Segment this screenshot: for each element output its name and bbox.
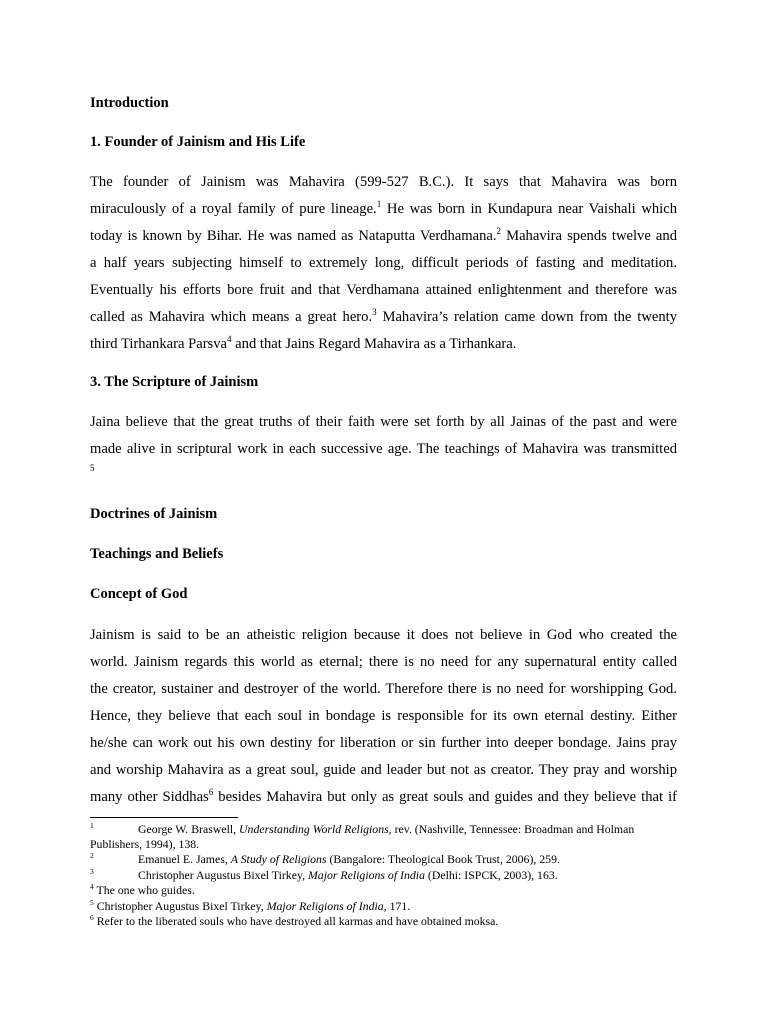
paragraph-founder-line: called as Mahavira which means a great hero.$^3$ Mahavira’s relation came down from the twenty — [90, 307, 677, 325]
paragraph-founder-line: a half years subjecting himself to extremely long, difficult periods of fasting and meditation. — [90, 255, 677, 271]
footnote-5: $^5$ Christopher Augustus Bixel Tirkey, Major Religions of India, 171. — [90, 898, 411, 913]
paragraph-god-line: Hence, they believe that each soul in bondage is responsible for its own eternal destiny. Either — [90, 708, 677, 724]
paragraph-founder-line: miraculously of a royal family of pure lineage.$^1$ He was born in Kundapura near Vaishali which — [90, 199, 677, 217]
footnote-4: $^4$ The one who guides. — [90, 882, 195, 897]
footnote-2: $^2$ Emanuel E. James, A Study of Religions (Bangalore: Theological Book Trust, 2006), 259. — [90, 851, 560, 866]
footnote-ref: 6 — [208, 787, 214, 798]
paragraph-god-line: Jainism is said to be an atheistic religion because it does not believe in God who created the — [90, 627, 677, 643]
footnote-ref: 1 — [376, 199, 382, 210]
footnote-separator — [90, 817, 238, 818]
heading-introduction: Introduction — [90, 95, 169, 111]
footnote-ref: 2 — [496, 226, 501, 237]
paragraph-founder-line: The founder of Jainism was Mahavira (599-527 B.C.). It says that Mahavira was born — [90, 174, 677, 190]
footnote-ref: 4 — [227, 334, 232, 345]
heading-teachings: Teachings and Beliefs — [90, 546, 224, 562]
paragraph-scripture-line: Jaina believe that the great truths of their faith were set forth by all Jainas of the past and were — [90, 414, 677, 430]
heading-scripture: 3. The Scripture of Jainism — [90, 374, 259, 390]
paragraph-god-line: he/she can work out his own destiny for liberation or sin further into deeper bondage. Jains pray — [90, 735, 677, 751]
footnote-6: $^6$ Refer to the liberated souls who have destroyed all karmas and have obtained moksa. — [90, 913, 499, 928]
footnote-ref: 3 — [372, 307, 377, 318]
paragraph-god-line: the creator, sustainer and destroyer of the world. Therefore there is no need for worshipping God. — [90, 681, 677, 697]
paragraph-founder-line: third Tirhankara Parsva$^4$ and that Jains Regard Mahavira as a Tirhankara. — [90, 334, 517, 352]
paragraph-god-line: and worship Mahavira as a great soul, guide and leader but not as creator. They pray and worship — [90, 762, 677, 778]
footnote-ref: 5 — [90, 463, 95, 473]
paragraph-god-line: many other Siddhas$^6$ besides Mahavira but only as great souls and guides and they believe that if — [90, 787, 677, 805]
paragraph-founder-line: Eventually his efforts bore fruit and that Verdhamana attained enlightenment and therefore was — [90, 282, 677, 298]
paragraph-scripture-line: made alive in scriptural work in each successive age. The teachings of Mahavira was transmitted — [90, 441, 677, 457]
heading-doctrines: Doctrines of Jainism — [90, 506, 218, 522]
paragraph-god-line: world. Jainism regards this world as eternal; there is no need for any supernatural entity called — [90, 654, 677, 670]
paragraph-founder-line: today is known by Bihar. He was named as Nataputta Verdhamana.$^2$ Mahavira spends twelve and — [90, 226, 677, 244]
footnote-3: $^3$ Christopher Augustus Bixel Tirkey, Major Religions of India (Delhi: ISPCK, 2003), 163. — [90, 867, 558, 882]
heading-founder: 1. Founder of Jainism and His Life — [90, 134, 306, 150]
heading-concept-of-god: Concept of God — [90, 586, 188, 602]
footnote-1-continued: Publishers, 1994), 138. — [90, 837, 200, 851]
footnote-1: $^1$ George W. Braswell, Understanding World Religions, rev. (Nashville, Tennessee: Broadman and Holman — [90, 821, 635, 836]
